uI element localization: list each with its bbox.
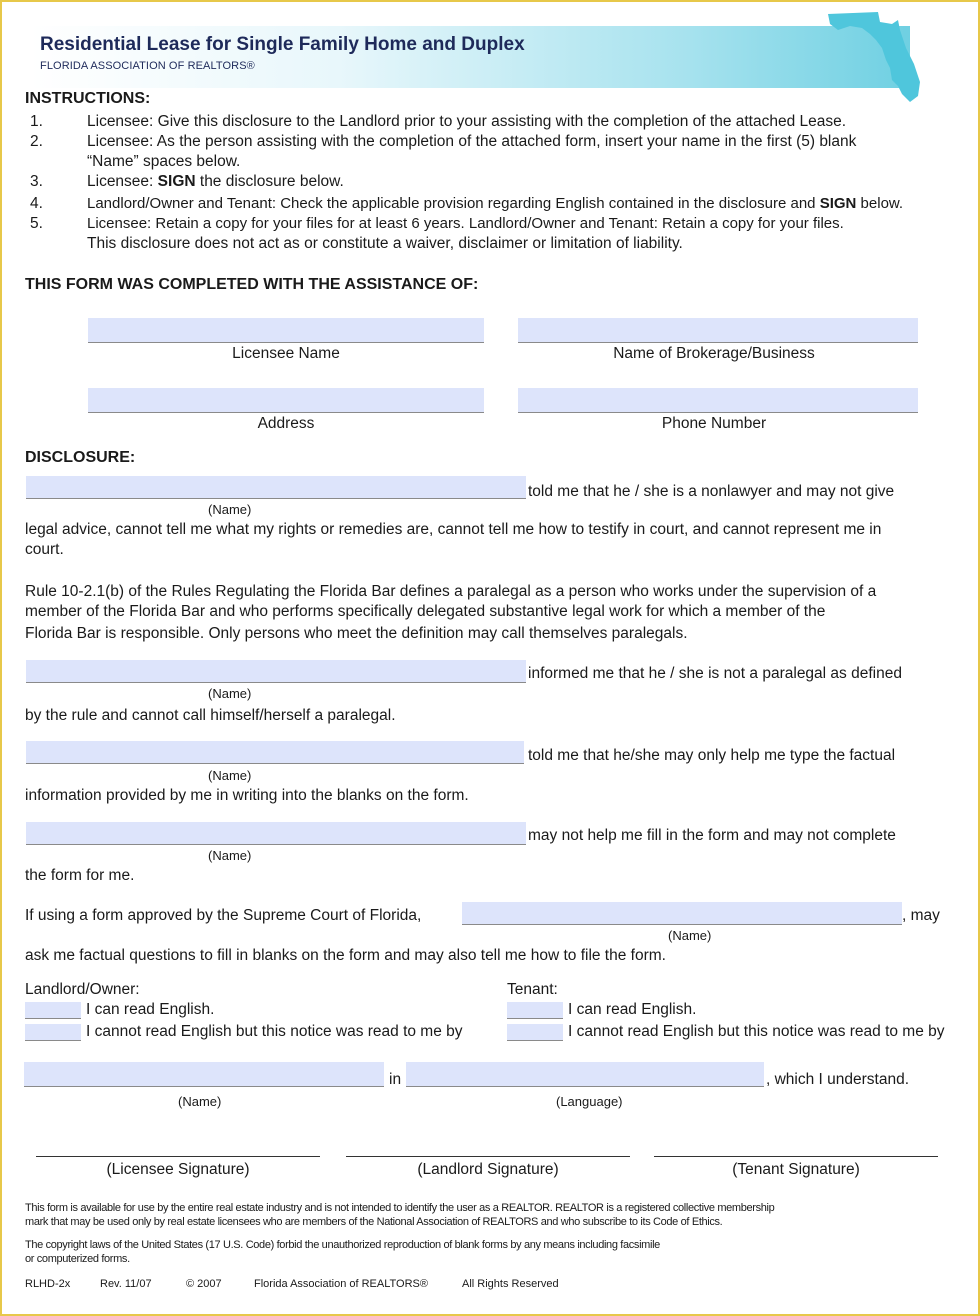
footer-year: © 2007 — [186, 1278, 222, 1290]
landlord-signature-label: (Landlord Signature) — [417, 1161, 559, 1178]
disclosure-p3-line2: information provided by me in writing into the blanks on the form. — [25, 787, 469, 804]
disclosure-p4-tail: may not help me fill in the form and may not complete — [528, 827, 896, 844]
brokerage-label: Name of Brokerage/Business — [613, 345, 815, 362]
licensee-signature-line[interactable] — [36, 1156, 320, 1157]
brokerage-field[interactable] — [518, 318, 918, 343]
licensee-signature-label: (Licensee Signature) — [106, 1161, 250, 1178]
landlord-can-read-checkbox[interactable] — [25, 1002, 81, 1019]
address-field[interactable] — [88, 388, 484, 413]
instruction-2-text: Licensee: As the person assisting with the completion of the attached form, insert your name in the first (5) blank — [87, 133, 857, 150]
assistance-heading: THIS FORM WAS COMPLETED WITH THE ASSISTANCE OF: — [25, 276, 479, 293]
tenant-can-read-text: I can read English. — [568, 1001, 697, 1018]
instruction-1-number: 1. — [30, 113, 43, 130]
reader-name-caption: (Name) — [178, 1094, 222, 1109]
disclosure-name-field-1[interactable] — [26, 476, 526, 499]
instruction-5-text: Licensee: Retain a copy for your files for at least 6 years. Landlord/Owner and Tenant: Retain a copy for your files. — [87, 215, 844, 232]
landlord-cannot-read-text: I cannot read English but this notice was read to me by — [86, 1023, 463, 1040]
footer-p2-line2: or computerized forms. — [25, 1253, 130, 1265]
disclosure-p1-tail: told me that he / she is a nonlawyer and may not give — [528, 483, 895, 500]
language-field[interactable] — [406, 1062, 764, 1087]
instruction-2-text-cont: “Name” spaces below. — [87, 153, 241, 170]
instruction-2-number: 2. — [30, 133, 43, 150]
phone-label: Phone Number — [661, 415, 767, 432]
footer-organization: Florida Association of REALTORS® — [254, 1278, 428, 1290]
instruction-4-number: 4. — [30, 195, 43, 212]
disclosure-p3-tail: told me that he/she may only help me type the factual — [528, 747, 896, 764]
disclosure-p5-post: , may — [902, 907, 940, 924]
name-caption-3: (Name) — [208, 768, 252, 783]
name-caption-4: (Name) — [208, 848, 252, 863]
footer-revision: Rev. 11/07 — [100, 1278, 152, 1290]
rule-line-2: member of the Florida Bar and who performs specifically delegated substantive legal work for which a member of the — [25, 603, 826, 620]
landlord-signature-line[interactable] — [346, 1156, 630, 1157]
form-title: Residential Lease for Single Family Home and Duplex — [40, 34, 525, 55]
footer-rights: All Rights Reserved — [462, 1278, 559, 1290]
tenant-signature-line[interactable] — [654, 1156, 938, 1157]
landlord-cannot-read-checkbox[interactable] — [25, 1024, 81, 1041]
form-subtitle: FLORIDA ASSOCIATION OF REALTORS® — [40, 60, 255, 72]
disclosure-p4-line2: the form for me. — [25, 867, 135, 884]
landlord-can-read-text: I can read English. — [86, 1001, 215, 1018]
instruction-3-text: Licensee: SIGN the disclosure below. — [87, 173, 344, 190]
address-label: Address — [257, 415, 315, 432]
disclosure-p2-line2: by the rule and cannot call himself/herself a paralegal. — [25, 707, 396, 724]
supreme-court-name-field[interactable] — [462, 902, 902, 925]
disclosure-name-field-4[interactable] — [26, 822, 526, 845]
in-word: in — [389, 1071, 402, 1088]
disclosure-p1-line3: court. — [25, 541, 64, 558]
footer-p1-line2: mark that may be used only by real estate licensees who are members of the National Association of REALTORS and who subscribe to its Code of Ethics. — [25, 1216, 723, 1228]
disclosure-heading: DISCLOSURE: — [25, 449, 136, 466]
instruction-5-number: 5. — [30, 215, 43, 232]
tenant-can-read-checkbox[interactable] — [507, 1002, 563, 1019]
name-caption-2: (Name) — [208, 686, 252, 701]
phone-field[interactable] — [518, 388, 918, 413]
disclosure-p5-line2: ask me factual questions to fill in blanks on the form and may also tell me how to file the form. — [25, 947, 666, 964]
reader-name-field[interactable] — [24, 1062, 384, 1087]
disclosure-p2-tail: informed me that he / she is not a paralegal as defined — [528, 665, 902, 682]
footer-p1-line1: This form is available for use by the entire real estate industry and is not intended to identify the user as a REALTOR. REALTOR is a registered collective membership — [25, 1202, 775, 1214]
understand-text: , which I understand. — [766, 1071, 910, 1088]
name-caption-1: (Name) — [208, 502, 252, 517]
rule-line-3: Florida Bar is responsible. Only persons who meet the definition may call themselves paralegals. — [25, 625, 688, 642]
disclosure-p1-line2: legal advice, cannot tell me what my rights or remedies are, cannot tell me how to testify in court, and cannot represent me in — [25, 521, 882, 538]
tenant-cannot-read-text: I cannot read English but this notice was read to me by — [568, 1023, 945, 1040]
instruction-1-text: Licensee: Give this disclosure to the Landlord prior to your assisting with the completion of the attached Lease. — [87, 113, 847, 130]
footer-p2-line1: The copyright laws of the United States (17 U.S. Code) forbid the unauthorized reproduction of blank forms by any means including facsimile — [25, 1239, 660, 1251]
tenant-signature-label: (Tenant Signature) — [732, 1161, 860, 1178]
tenant-label: Tenant: — [507, 981, 558, 998]
instructions-heading: INSTRUCTIONS: — [25, 90, 151, 107]
instruction-3-number: 3. — [30, 173, 43, 190]
instruction-5-text-cont: This disclosure does not act as or constitute a waiver, disclaimer or limitation of liability. — [87, 235, 683, 252]
rule-line-1: Rule 10-2.1(b) of the Rules Regulating the Florida Bar defines a paralegal as a person who works under the supervision of a — [25, 583, 877, 600]
language-caption: (Language) — [556, 1094, 623, 1109]
instruction-4-text: Landlord/Owner and Tenant: Check the applicable provision regarding English contained in the disclosure and SIGN below. — [87, 195, 904, 212]
name-caption-5: (Name) — [668, 928, 712, 943]
tenant-cannot-read-checkbox[interactable] — [507, 1024, 563, 1041]
footer-form-id: RLHD-2x — [25, 1278, 71, 1290]
disclosure-p5-pre: If using a form approved by the Supreme Court of Florida, — [25, 907, 422, 924]
disclosure-name-field-3[interactable] — [26, 741, 524, 764]
licensee-name-label: Licensee Name — [232, 345, 340, 362]
landlord-owner-label: Landlord/Owner: — [25, 981, 140, 998]
disclosure-name-field-2[interactable] — [26, 660, 526, 683]
licensee-name-field[interactable] — [88, 318, 484, 343]
florida-map-icon — [826, 8, 926, 104]
